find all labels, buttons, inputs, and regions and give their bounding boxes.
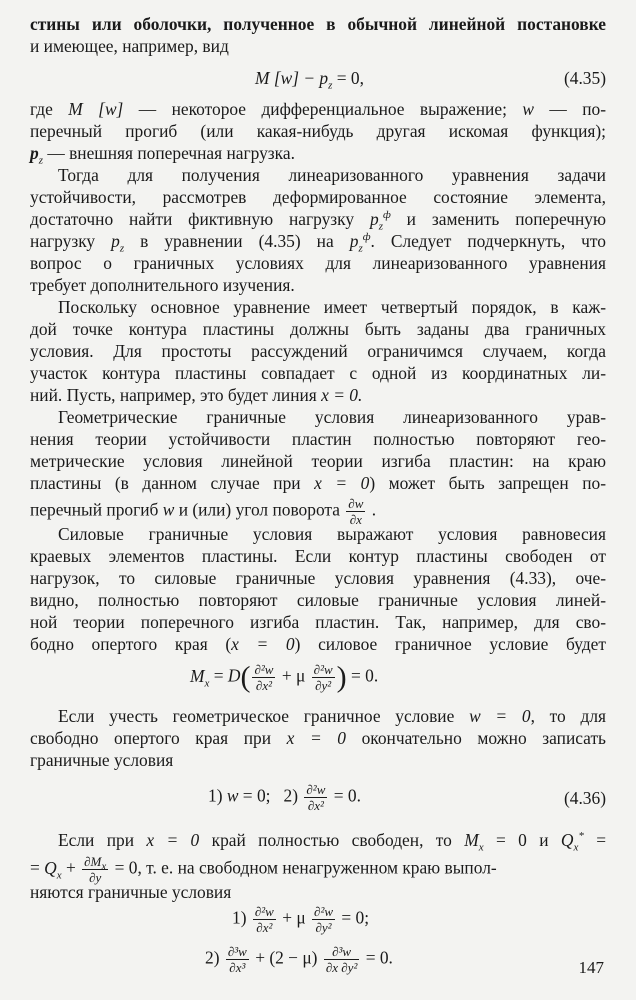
text: перечный прогиб (или какая-нибудь другая искомая функция);	[30, 121, 606, 141]
text: участок контура пластины совпадает с одной из координатных ли-	[30, 363, 606, 383]
text-line	[30, 568, 606, 590]
text-line	[30, 590, 606, 612]
text-line	[30, 634, 606, 656]
w-symbol: w	[162, 499, 175, 520]
text-line	[58, 524, 606, 546]
text: условия. Для простоты рассуждений ограничимся случаем, когда	[30, 341, 606, 361]
text: Силовые граничные условия выражают условия равновесия	[58, 524, 606, 544]
text: требует дополнительного изучения.	[30, 275, 295, 295]
page-number: 147	[578, 958, 604, 977]
text-line	[30, 121, 606, 143]
text: Геометрические граничные условия линеаризованного урав-	[58, 407, 606, 427]
text-line	[30, 36, 229, 58]
text: w	[522, 99, 534, 119]
equation-4-35	[255, 68, 364, 90]
equation-number: (4.36)	[563, 788, 606, 808]
text-line	[58, 165, 606, 187]
text: граничные условия	[30, 750, 174, 770]
text: няются граничные условия	[30, 882, 232, 902]
text-line	[30, 99, 606, 121]
text: p	[30, 143, 39, 163]
text: Если учесть геометрическое граничное условие	[58, 706, 470, 726]
text-line	[30, 612, 606, 634]
text: — внешняя поперечная нагрузка.	[42, 143, 295, 163]
text-line	[58, 706, 606, 728]
text: z	[38, 154, 43, 167]
text: стины или оболочки, полученное в обычной линейной постановке	[30, 14, 606, 34]
text: x = 0	[314, 473, 370, 493]
text: где	[30, 99, 69, 119]
text: и (или) угол поворота	[174, 499, 345, 520]
text: вопрос о граничных условиях для линеаризованного уравнения	[30, 253, 606, 273]
p-z-symbol: $p_z$	[111, 231, 125, 255]
text-line	[58, 297, 606, 319]
text-line	[30, 882, 231, 904]
equation-4-36: 1) w = 0; 2) $\frac{\text{∂²w}}{\text{∂x²}}$ = 0.	[208, 782, 361, 813]
text-line	[30, 546, 606, 568]
text-line	[30, 750, 173, 772]
text: — некоторое дифференциальное выражение;	[123, 99, 523, 119]
text: ний. Пусть, например, это будет линия	[30, 385, 322, 405]
p-z-phi-symbol: $p_z^ф$	[369, 209, 391, 233]
eq-sub: z	[328, 79, 333, 92]
text: бодно опертого края (	[30, 634, 232, 654]
text: перечный прогиб	[30, 499, 163, 520]
text-line	[30, 429, 606, 451]
text: ной теории поперечного изгиба пластин. Так, например, для сво-	[30, 612, 606, 632]
text: пластины (в данном случае при	[30, 473, 315, 493]
text: нагрузок, то силовые граничные условия уравнения (4.33), оче-	[30, 568, 606, 588]
text: = 0, т. е. на свободном ненагруженном краю выпол-	[110, 857, 497, 878]
text-line	[30, 341, 606, 363]
text: дой точке контура пластины должны быть заданы два граничных	[30, 319, 606, 339]
text-line	[30, 451, 606, 473]
text-line	[30, 14, 606, 36]
text: край полностью свободен, то	[199, 830, 465, 850]
text-line	[30, 143, 295, 165]
text-line	[30, 728, 606, 750]
text: и имеющее, например, вид	[30, 36, 229, 56]
text: x = 0	[146, 830, 200, 850]
text: w = 0	[469, 706, 531, 726]
text: . Следует подчеркнуть, что	[370, 231, 606, 251]
text-line	[30, 319, 606, 341]
text-line	[30, 231, 606, 253]
text: окончательно можно записать	[345, 728, 606, 748]
text-line	[30, 209, 606, 231]
text: = 0 и	[483, 830, 561, 850]
text: ) силовое граничное условие будет	[294, 634, 606, 654]
text-line: перечный прогиб w и (или) угол поворота $\frac{\partial w}{\partial x}$ .	[30, 496, 377, 527]
text: , то для	[530, 706, 606, 726]
text-line: = $Q_x$ + $\frac{\partial M_x}{\partial y}$ = 0, т. е. на свободном ненагруженном краю выпол-	[30, 854, 497, 885]
text: x = 0	[286, 728, 346, 748]
equation-free-edge-1: 1) $\frac{\text{∂²w}}{\text{∂x²}}$ + μ $\frac{\text{∂²w}}{\text{∂y²}}$ = 0;	[232, 904, 370, 935]
text: устойчивости, рассмотрев деформированное состояние элемента,	[30, 187, 606, 207]
eq-text: = 0,	[332, 68, 364, 88]
equation-mx: $M_x = D$( $\frac{\text{∂²w}}{\text{∂x²}}$ + μ $\frac{\text{∂²w}}{\text{∂y²}}$ ) = 0.	[190, 660, 379, 694]
text-line	[58, 407, 606, 429]
text: достаточно найти фиктивную нагрузку	[30, 209, 370, 229]
text: свободно опертого края при	[30, 728, 287, 748]
text-line	[30, 275, 295, 297]
text: =	[583, 830, 606, 850]
text: Тогда для получения линеаризованного уравнения задачи	[58, 165, 606, 185]
text-line	[30, 187, 606, 209]
text: метрические условия линейной теории изгиба пластин: на краю	[30, 451, 606, 471]
text: и заменить поперечную	[390, 209, 606, 229]
equation-number: (4.35)	[563, 68, 606, 88]
equation-free-edge-2: 2) $\frac{\text{∂³w}}{\text{∂x³}}$ + (2 − μ) $\frac{\text{∂³w}}{\text{∂x ∂y²}}$ = 0.	[205, 944, 393, 975]
text-line: Если при x = 0 край полностью свободен, то $M_x = 0$ и $Q_x^*$ =	[58, 830, 606, 854]
text: в уравнении (4.35) на	[124, 231, 350, 251]
eq-text: M [w] − p	[255, 68, 329, 88]
text: M [w]	[68, 99, 124, 119]
text: нения теории устойчивости пластин полностью повторяют гео-	[30, 429, 606, 449]
text: x = 0	[231, 634, 295, 654]
text-line	[30, 253, 606, 275]
text: Если при	[58, 830, 147, 850]
text: Поскольку основное уравнение имеет четвертый порядок, в каж-	[58, 297, 606, 317]
text: краевых элементов пластины. Если контур пластины свободен от	[30, 546, 606, 566]
text-line	[30, 363, 606, 385]
text-line	[30, 473, 606, 495]
text: ) может быть запрещен по-	[369, 473, 606, 493]
text: M	[464, 830, 479, 850]
text: видно, полностью повторяют силовые граничные условия линей-	[30, 590, 606, 610]
text: — по-	[533, 99, 606, 119]
p-z-phi-symbol: $p_z^ф$	[349, 231, 371, 255]
text-line	[30, 385, 362, 407]
text: x = 0.	[321, 385, 363, 405]
fraction-dw-dx: $\frac{\partial w}{\partial x}$	[348, 496, 364, 527]
text: нагрузку	[30, 231, 112, 251]
